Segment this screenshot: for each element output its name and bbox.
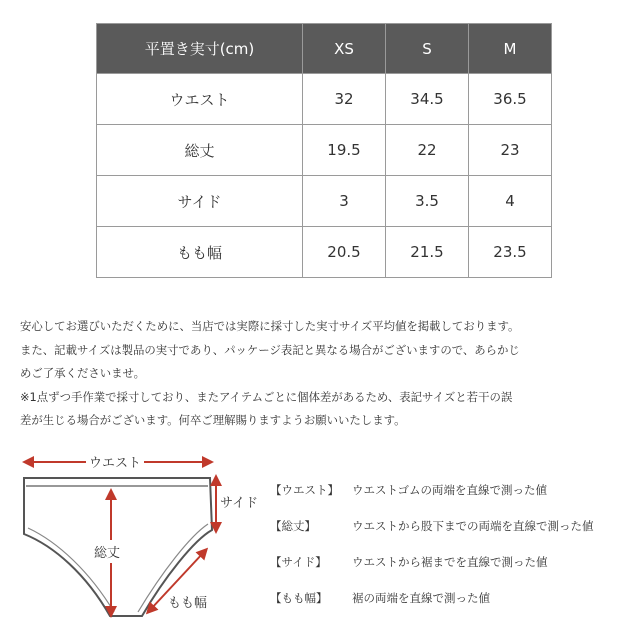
note-line: また、記載サイズは製品の実寸であり、パッケージ表記と異なる場合がございますので、あらかじ <box>20 342 520 357</box>
header-s: S <box>386 24 469 74</box>
briefs-illustration <box>14 448 264 628</box>
legend-key: 【サイド】 <box>270 555 327 569</box>
length-label: 総丈 <box>94 540 120 563</box>
legend-desc: ウエストゴムの両端を直線で測った値 <box>352 483 548 497</box>
table-row <box>97 176 552 227</box>
row-label: サイド <box>97 176 303 227</box>
cell-m: 4 <box>469 176 552 227</box>
row-label: もも幅 <box>97 227 303 278</box>
legend-key: 【総丈】 <box>270 519 316 533</box>
thigh-label: もも幅 <box>168 596 208 611</box>
cell-m: 36.5 <box>469 74 552 125</box>
legend-desc: ウエストから裾までを直線で測った値 <box>352 555 548 569</box>
waist-label: ウエスト <box>86 452 144 471</box>
legend-desc: 裾の両端を直線で測った値 <box>352 591 490 605</box>
table-row <box>97 74 552 125</box>
side-label: サイド <box>220 496 259 511</box>
cell-s: 34.5 <box>386 74 469 125</box>
cell-xs: 20.5 <box>303 227 386 278</box>
cell-s: 3.5 <box>386 176 469 227</box>
cell-s: 21.5 <box>386 227 469 278</box>
header-xs: XS <box>303 24 386 74</box>
note-line: めご了承くださいませ。 <box>20 366 145 380</box>
note-line: 差が生じる場合がございます。何卒ご理解賜りますようお願いいたします。 <box>20 413 406 427</box>
legend-desc: ウエストから股下までの両端を直線で測った値 <box>352 519 594 533</box>
cell-xs: 19.5 <box>303 125 386 176</box>
measurement-diagram <box>14 448 264 628</box>
table-row <box>97 125 552 176</box>
header-label: 平置き実寸(cm) <box>97 24 303 74</box>
cell-m: 23.5 <box>469 227 552 278</box>
row-label: ウエスト <box>97 74 303 125</box>
note-line: 安心してお選びいただくために、当店では実際に採寸した実寸サイズ平均値を掲載しております。 <box>20 319 520 333</box>
table-header-row <box>97 24 552 74</box>
cell-m: 23 <box>469 125 552 176</box>
row-label: 総丈 <box>97 125 303 176</box>
header-m: M <box>469 24 552 74</box>
cell-s: 22 <box>386 125 469 176</box>
cell-xs: 3 <box>303 176 386 227</box>
legend-key: 【もも幅】 <box>270 591 328 605</box>
table-row <box>97 227 552 278</box>
notes <box>20 315 625 433</box>
note-line: ※1点ずつ手作業で採寸しており、またアイテムごとに個体差があるため、表記サイズと若干の誤 <box>20 389 513 404</box>
cell-xs: 32 <box>303 74 386 125</box>
size-table <box>96 23 552 278</box>
legend-key: 【ウエスト】 <box>270 483 339 497</box>
